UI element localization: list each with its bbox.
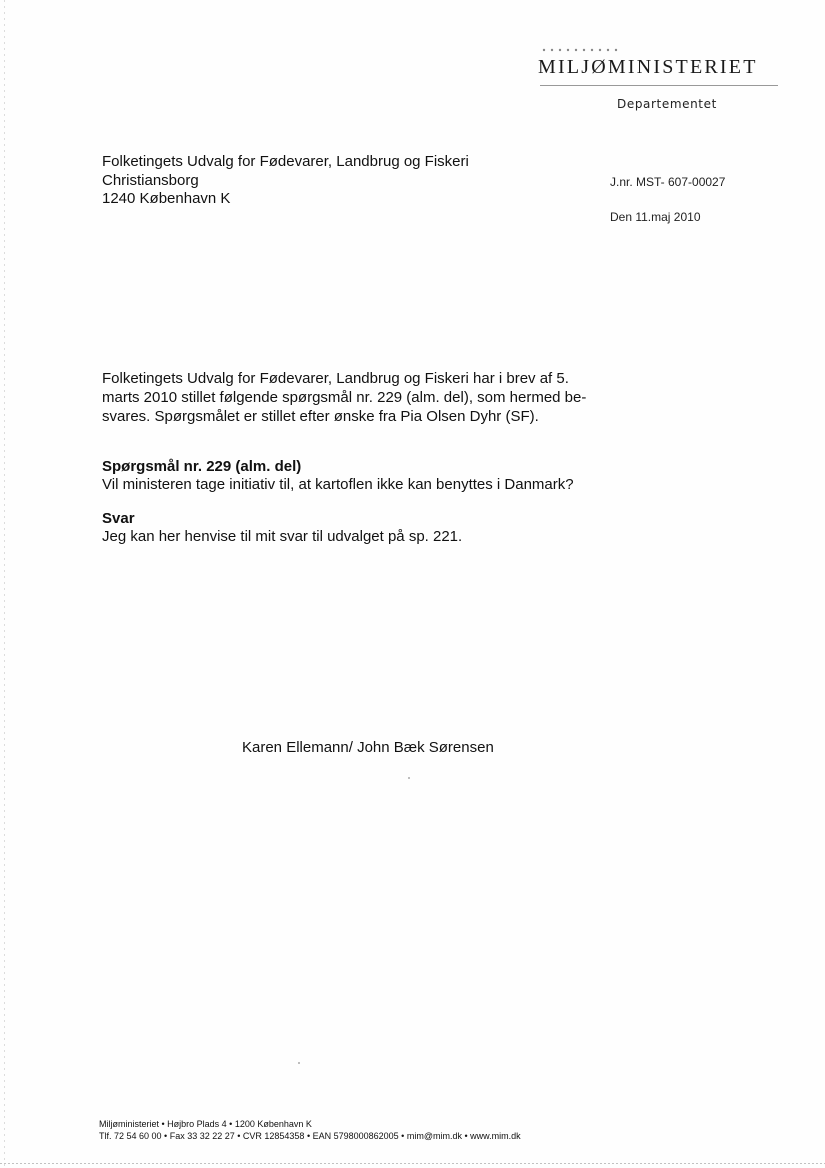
ministry-name: MILJØMINISTERIET: [538, 56, 758, 78]
intro-paragraph: [102, 369, 607, 426]
question-text: Vil ministeren tage initiativ til, at kartoflen ikke kan benyttes i Danmark?: [102, 476, 574, 493]
recipient-line: Christiansborg: [102, 171, 199, 189]
ministry-logo: [538, 46, 780, 90]
question-heading: Spørgsmål nr. 229 (alm. del): [102, 458, 302, 475]
answer-heading: Svar: [102, 510, 135, 527]
letter-date: Den 11.maj 2010: [610, 210, 701, 224]
scan-edge-left: [4, 0, 5, 1168]
recipient-address: [102, 153, 469, 209]
scan-speck: [298, 1062, 300, 1064]
logo-ornament-line: [540, 84, 778, 87]
logo-ornament-dots: [542, 46, 642, 54]
intro-line: svares. Spørgsmålet er stillet efter ønske fra Pia Olsen Dyhr (SF).: [102, 408, 539, 425]
footer-address: Miljøministeriet • Højbro Plads 4 • 1200 København K: [99, 1119, 312, 1129]
intro-line: marts 2010 stillet følgende spørgsmål nr. 229 (alm. del), som hermed be-: [102, 389, 587, 406]
recipient-line: 1240 København K: [102, 190, 231, 207]
answer-text: Jeg kan her henvise til mit svar til udvalget på sp. 221.: [102, 528, 463, 545]
footer: [99, 1119, 521, 1142]
footer-contact: Tlf. 72 54 60 00 • Fax 33 32 22 27 • CVR 12854358 • EAN 5798000862005 • mim@mim.dk • www.mim.dk: [99, 1130, 521, 1141]
department-label: Departementet: [617, 97, 717, 111]
intro-line: Folketingets Udvalg for Fødevarer, Landbrug og Fiskeri har i brev af 5.: [102, 370, 569, 387]
signature: Karen Ellemann/ John Bæk Sørensen: [242, 739, 494, 756]
scan-edge-bottom: [0, 1163, 825, 1164]
scan-speck: [408, 777, 410, 779]
recipient-line: Folketingets Udvalg for Fødevarer, Landbrug og Fiskeri: [102, 153, 469, 170]
journal-number: J.nr. MST- 607-00027: [610, 175, 726, 189]
